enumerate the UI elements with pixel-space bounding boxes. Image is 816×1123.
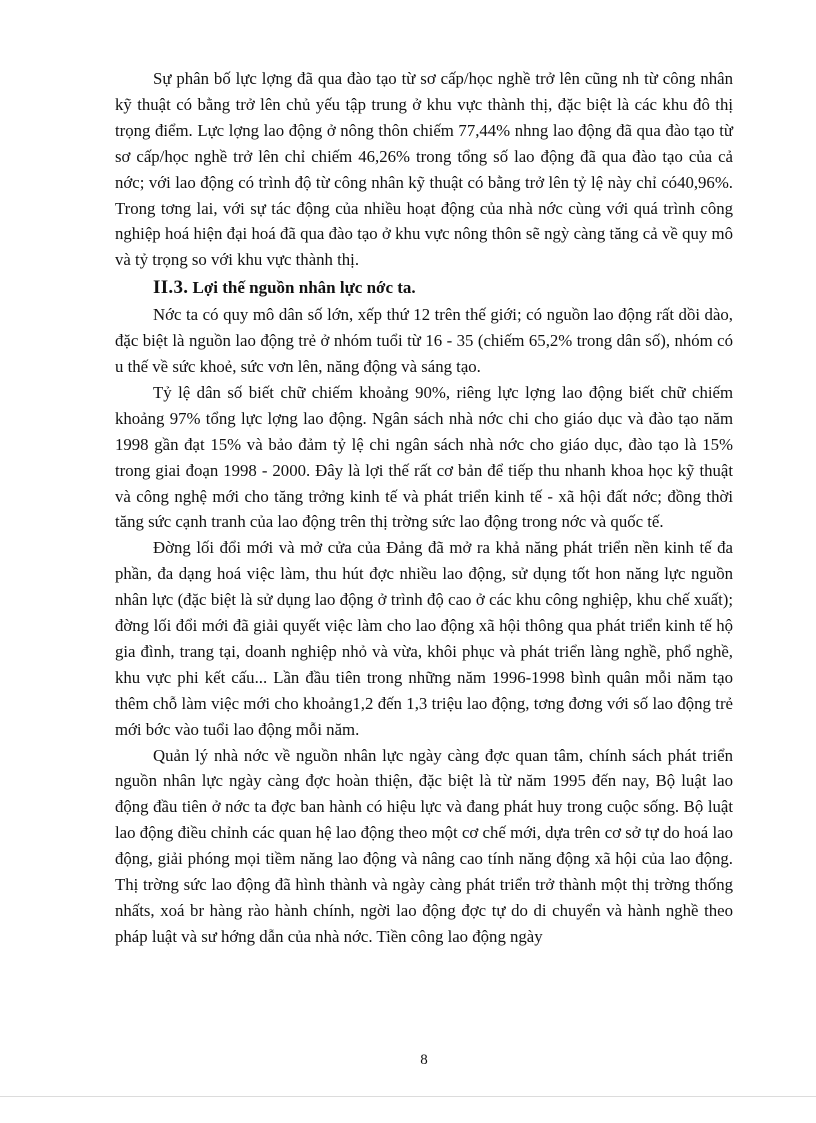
page-bottom-divider [0, 1096, 816, 1097]
section-heading [115, 275, 733, 301]
section-title: Lợi thế nguồn nhân lực nớc ta. [192, 278, 416, 298]
paragraph: Sự phân bố lực lợng đã qua đào tạo từ sơ cấp/học nghề trở lên cũng nh từ công nhân kỹ thuật có bằng trở lên chủ yếu tập trung ở khu vực thành thị, đặc biệt là các khu đô thị trọng điểm. Lực lợng lao động ở nông thôn chiếm 77,44% nhng lao động đã qua đào tạo từ sơ cấp/học nghề trở lên chỉ chiếm 46,26% trong tổng số lao động đã qua đào tạo của cả nớc; với lao động có trình độ từ công nhân kỹ thuật có bằng trở lên tỷ lệ này chỉ có40,96%. Trong tơng lai, với sự tác động của nhiều hoạt động của nhà nớc cùng với quá trình công nghiệp hoá hiện đại hoá đã qua đào tạo ở khu vực nông thôn sẽ ngỳ càng tăng cả về quy mô và tỷ trọng so với khu vực thành thị. [115, 69, 733, 270]
paragraph: Quản lý nhà nớc về nguồn nhân lực ngày càng đợc quan tâm, chính sách phát triển nguồn nhân lực ngày càng đợc hoàn thiện, đặc biệt là từ năm 1995 đến nay, Bộ luật lao động đầu tiên ở nớc ta đợc ban hành có hiệu lực và đang phát huy trong cuộc sống. Bộ luật lao động điều chỉnh các quan hệ lao động theo một cơ chế mới, dựa trên cơ sở tự do hoá lao động, giải phóng mọi tiềm năng lao động và nâng cao tính năng động xã hội của lao động. Thị trờng sức lao động đã hình thành và ngày càng phát triển trở thành một thị trờng thống nhấts, xoá br hàng rào hành chính, ngời lao động đợc tự do di chuyển và hành nghề theo pháp luật và sư hớng dẫn của nhà nớc. Tiền công lao động ngày [115, 745, 733, 946]
page-number: 8 [420, 1052, 428, 1068]
paragraph: Đờng lối đổi mới và mở cửa của Đảng đã mở ra khả năng phát triển nền kinh tế đa phần, đa dạng hoá việc làm, thu hút đợc nhiều lao động, sử dụng tốt hon năng lực nguồn nhân lực (đặc biệt là sử dụng lao động ở trình độ cao ở các khu công nghiệp, khu chế xuất); đờng lối đổi mới đã giải quyết việc làm cho lao động xã hội thông qua phát triển kinh tế hộ gia đình, trang tại, doanh nghiệp nhỏ và vừa, khôi phục và phát triển làng nghề, phổ nghề, khu vực phi kết cấu... Lần đầu tiên trong những năm 1996-1998 bình quân mỗi năm tạo thêm chỗ làm việc mới cho khoảng1,2 đến 1,3 triệu lao động, tơng đơng với số lao động trẻ mới bớc vào tuổi lao động mỗi năm. [115, 538, 733, 739]
section-number: II.3. [153, 277, 189, 299]
paragraph: Nớc ta có quy mô dân số lớn, xếp thứ 12 trên thế giới; có nguồn lao động rất dồi dào, đặc biệt là nguồn lao động trẻ ở nhóm tuổi từ 16 - 35 (chiếm 65,2% trong dân số), nhóm có u thế về sức khoẻ, sức vơn lên, năng động và sáng tạo. [115, 305, 733, 376]
document-body [115, 66, 733, 950]
paragraph: Tỷ lệ dân số biết chữ chiếm khoảng 90%, riêng lực lợng lao động biết chữ chiếm khoảng 97% tổng lực lợng lao động. Ngân sách nhà nớc chi cho giáo dục và đào tạo năm 1998 gần đạt 15% và bảo đảm tỷ lệ chi ngân sách nhà nớc cho giáo dục, đào tạo là 15% trong giai đoạn 1998 - 2000. Đây là lợi thế rất cơ bản để tiếp thu nhanh khoa học kỹ thuật và công nghệ mới cho tăng trởng kinh tế và phát triển kinh tế - xã hội đất nớc; đồng thời tăng sức cạnh tranh của lao động trên thị trờng sức lao động trong nớc và quốc tế. [115, 382, 733, 532]
